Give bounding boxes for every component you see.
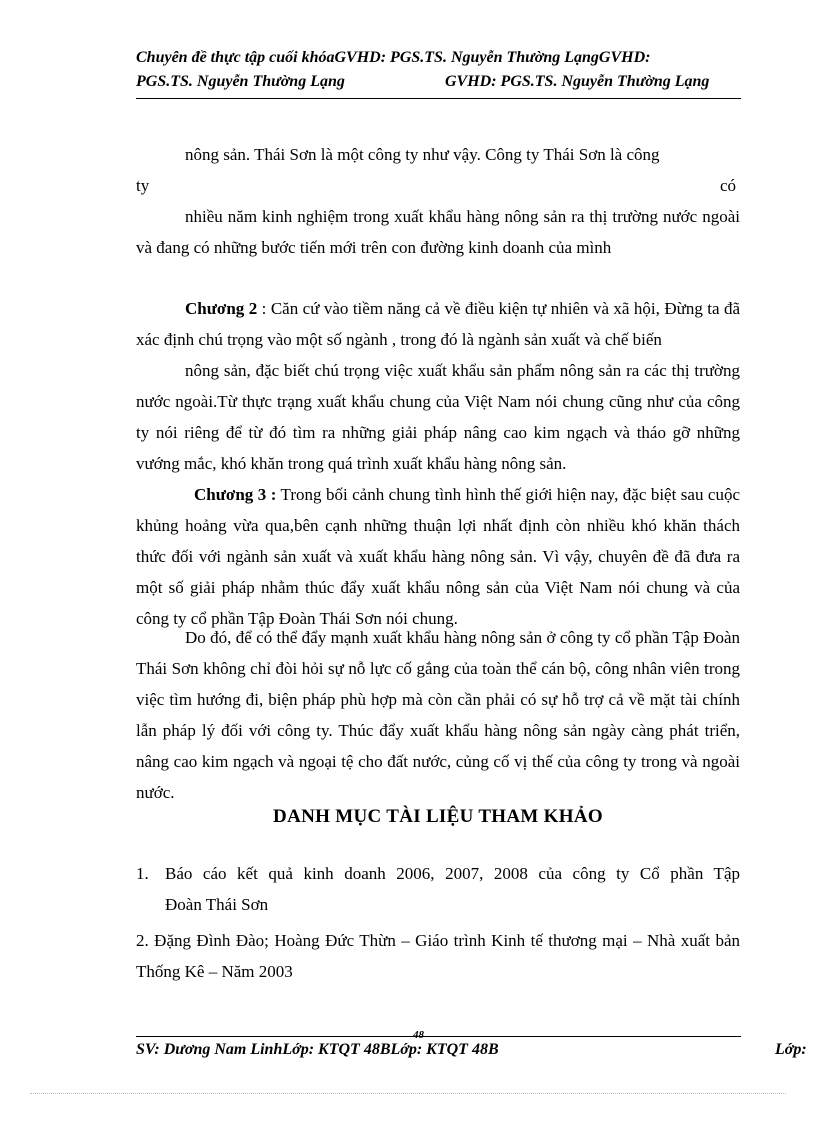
- reference-1-line-1: Báo cáo kết quả kinh doanh 2006, 2007, 2008 của công ty Cổ phần Tập: [165, 864, 740, 883]
- page-edge-dotted-line: [30, 1093, 786, 1094]
- p1-line-2-left: ty: [136, 176, 150, 195]
- reference-1-line-2: Đoàn Thái Sơn: [165, 895, 269, 914]
- reference-1-number: 1.: [136, 864, 149, 883]
- footer-right: Lớp:: [775, 1041, 807, 1058]
- header-line-1: Chuyên đề thực tập cuối khóaGVHD: PGS.TS. Nguyễn Thường LạngGVHD:: [136, 49, 651, 66]
- header-rule: [136, 98, 741, 99]
- p1-line-1: nông sản. Thái Sơn là một công ty như vậy. Công ty Thái Sơn là công: [185, 145, 660, 164]
- chapter-3-label: Chương 3 :: [194, 485, 277, 504]
- p1-line-2-right: có: [720, 176, 737, 195]
- p1-continuation: nhiều năm kinh nghiệm trong xuất khẩu hàng nông sản ra thị trường nước ngoài và đang có những bước tiến mới trên con đường kinh doanh của mình: [136, 207, 740, 257]
- header-line-2-left: PGS.TS. Nguyễn Thường Lạng: [136, 73, 345, 90]
- reference-2: 2. Đặng Đình Đào; Hoàng Đức Thừn – Giáo trình Kinh tế thương mại – Nhà xuất bản Thống Kê – Năm 2003: [136, 931, 740, 981]
- chapter-2-paragraph: [136, 293, 740, 355]
- footer-rule: [136, 1036, 741, 1037]
- references-title: DANH MỤC TÀI LIỆU THAM KHẢO: [273, 806, 603, 827]
- chapter-2-text: : Căn cứ vào tiềm năng cả về điều kiện tự nhiên và xã hội, Đừng ta đã xác định chú trọng vào một số ngành , trong đó là ngành sản xuất và chế biến: [136, 299, 741, 349]
- chapter-2-label: Chương 2: [185, 299, 258, 318]
- chapter-3-paragraph: [136, 479, 740, 634]
- header-line-2-right: GVHD: PGS.TS. Nguyễn Thường Lạng: [445, 73, 710, 90]
- chapter-2-continuation: nông sản, đặc biết chú trọng việc xuất khẩu sản phẩm nông sản ra các thị trường nước ngoài.Từ thực trạng xuất khẩu chung của Việt Nam nói chung cũng như của công ty nói riêng để từ đó tìm ra những giải pháp nâng cao kim ngạch và tháo gỡ những vướng mắc, khó khăn trong quá trình xuất khẩu hàng nông sản.: [136, 361, 740, 473]
- conclusion-paragraph: Do đó, để có thể đẩy mạnh xuất khẩu hàng nông sản ở công ty cổ phần Tập Đoàn Thái Sơn không chỉ đòi hỏi sự nỗ lực cố gắng của toàn thể cán bộ, công nhân viên trong việc tìm hướng đi, biện pháp phù hợp mà còn cần phải có sự hỗ trợ cả về mặt tài chính lẫn pháp lý đối với công ty. Thúc đẩy xuất khẩu hàng nông sản ngày càng phát triển, nâng cao kim ngạch và ngoại tệ cho đất nước, củng cố vị thế của công ty trong và ngoài nước.: [136, 628, 740, 802]
- footer-left: SV: Dương Nam LinhLớp: KTQT 48BLớp: KTQT 48B: [136, 1041, 499, 1058]
- chapter-3-text: Trong bối cảnh chung tình hình thế giới hiện nay, đặc biệt sau cuộc khủng hoảng vừa qua,bên cạnh những thuận lợi nhất định còn nhiều khó khăn thách thức đối với ngành sản xuất và xuất khẩu hàng nông sản. Vì vậy, chuyên đề đã đưa ra một số giải pháp nhằm thúc đẩy xuất khẩu nông sản của Việt Nam nói chung và của công ty cổ phần Tập Đoàn Thái Sơn nói chung.: [136, 485, 740, 628]
- page-number: 48: [413, 1029, 424, 1041]
